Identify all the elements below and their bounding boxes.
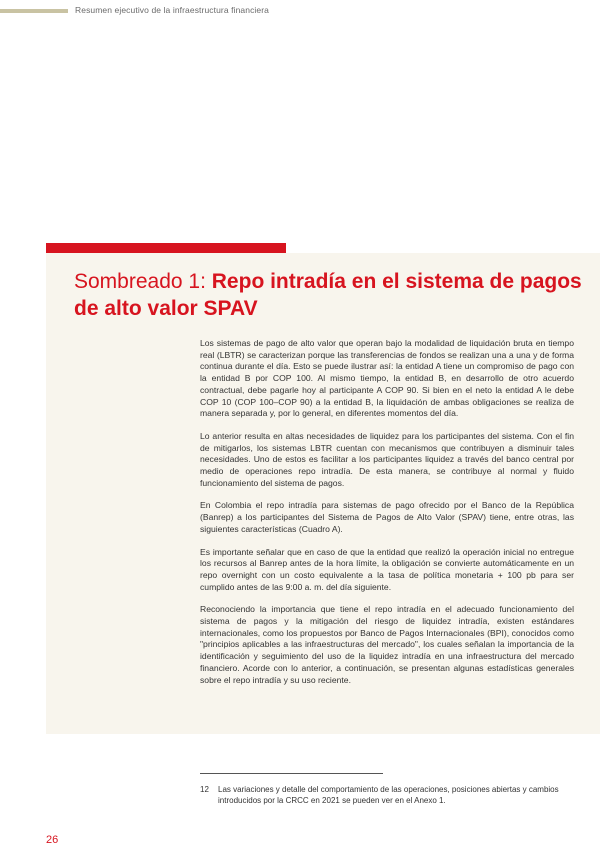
header-rule [0,9,68,13]
footnote-rule [200,773,383,774]
box-body [200,338,574,697]
box-paragraph-5: Reconociendo la importancia que tiene el repo intradía en el adecuado funcionamiento del sistema de pagos y la mitigación del riesgo de liquidez intradía, existen estándares internacionales, como los propuestos por Banco de Pagos Internacionales (BPI), conocidos como "principios aplicables a las infraestructuras del mercado", los cuales señalan la importancia de la identificación y seguimiento del uso de la liquidez intradía en una infraestructura del mercado financiero. Acorde con lo anterior, a continuación, se presentan algunas estadísticas generales sobre el repo intradía y su uso reciente. [200,604,574,685]
box-paragraph-3: En Colombia el repo intradía para sistemas de pago ofrecido por el Banco de la República (Banrep) a los participantes del Sistema de Pagos de Alto Valor (SPAV) tiene, entre otras, las siguientes características (Cuadro A). [200,500,574,534]
box-title [74,268,594,322]
box-title-prefix: Sombreado 1: [74,270,212,293]
box-title-main: Repo intradía en el sistema de pagos de alto valor SPAV [74,270,582,320]
box-paragraph-2: Lo anterior resulta en altas necesidades de liquidez para los participantes del sistema. Con el fin de mitigarlos, los sistemas LBTR cuentan con mecanismos que contribuyen a disminuir tales necesidades. Uno de estos es facilitar a los participantes liquidez a través del banco central por medio de operaciones repo intradía. De esta manera, se contribuye al normal y fluido funcionamiento del sistema de pagos. [200,430,574,488]
footnote-text: Las variaciones y detalle del comportamiento de las operaciones, posiciones abiertas y cambios introducidos por la CRCC en 2021 se pueden ver en el Anexo 1. [218,785,559,805]
running-header: Resumen ejecutivo de la infraestructura financiera [75,5,269,15]
box-paragraph-4: Es importante señalar que en caso de que la entidad que realizó la operación inicial no entregue los recursos al Banrep antes de la hora límite, la obligación se convierte automáticamente en un repo overnight con un costo equivalente a la tasa de política monetaria + 100 pb para ser cumplido antes de las 9:00 a. m. del día siguiente. [200,546,574,592]
page-number: 26 [46,834,59,846]
footnote [200,784,594,806]
box-accent-band [46,243,286,253]
box-paragraph-1: Los sistemas de pago de alto valor que operan bajo la modalidad de liquidación bruta en tiempo real (LBTR) se caracterizan porque las transferencias de fondos se realizan una a una y de forma continua durante el día. Esto se puede ilustrar así: la entidad A tiene un compromiso de pago con la entidad B por COP 100. Al mismo tiempo, la entidad B, en desarrollo de otro acuerdo contractual, debe pagarle hoy al participante A COP 90. Si bien en el neto la entidad A le debe COP 10 (COP 100–COP 90) a la entidad B, la liquidación de ambas obligaciones se realiza de manera separada y, por lo general, en diferentes momentos del día. [200,338,574,419]
footnote-number: 12 [200,785,209,794]
